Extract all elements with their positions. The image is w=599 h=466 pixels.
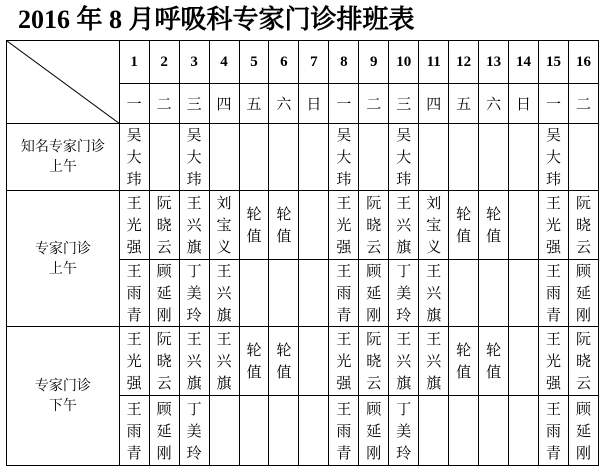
famous-am-cell (269, 124, 299, 191)
doctor-name: 丁 美 玲 (396, 262, 412, 324)
expert-pm-1-cell (389, 327, 419, 396)
doctor-name: 轮 值 (456, 205, 472, 245)
weekdays-cell: 日 (299, 84, 329, 124)
doctor-name: 王 光 强 (336, 194, 352, 256)
expert-pm-1-cell (329, 327, 359, 396)
expert-pm-2-cell (539, 396, 569, 466)
expert-pm-1-cell (299, 327, 329, 396)
day-number-row (7, 41, 599, 84)
doctor-name: 阮 晓 云 (156, 194, 172, 256)
expert-am-1-cell (509, 191, 539, 260)
corner-diagonal (7, 41, 119, 124)
expert-am-1-cell (539, 191, 569, 260)
expert-pm-2-cell (329, 396, 359, 466)
famous-am-cell (539, 124, 569, 191)
expert-pm-2-cell (209, 396, 239, 466)
weekdays-cell: 一 (119, 84, 149, 124)
expert-am-2-cell (359, 260, 389, 327)
days-cell: 5 (239, 41, 269, 84)
famous-am-cell (179, 124, 209, 191)
expert-am-2-cell (119, 260, 149, 327)
expert-pm-1-cell (359, 327, 389, 396)
days-cell: 16 (568, 41, 598, 84)
weekdays-cell: 一 (539, 84, 569, 124)
days-cell: 4 (209, 41, 239, 84)
weekdays-cell: 二 (149, 84, 179, 124)
expert-am-1-cell (329, 191, 359, 260)
weekdays-cell: 三 (179, 84, 209, 124)
schedule-table (6, 40, 599, 466)
doctor-name: 王 光 强 (546, 194, 562, 256)
expert-am-1-cell (419, 191, 449, 260)
doctor-name: 王 光 强 (126, 330, 142, 392)
expert-am-2-cell (419, 260, 449, 327)
weekdays-cell: 六 (479, 84, 509, 124)
weekdays-cell: 日 (509, 84, 539, 124)
expert-am-2-cell (149, 260, 179, 327)
expert-pm-1-cell (119, 327, 149, 396)
doctor-name: 阮 晓 云 (575, 194, 591, 256)
expert-am-2-cell (568, 260, 598, 327)
expert-pm-1-cell (269, 327, 299, 396)
expert-am-2-cell (269, 260, 299, 327)
expert-am-1-cell (449, 191, 479, 260)
doctor-name: 顾 延 刚 (366, 262, 382, 324)
expert-am-label: 专家门诊 上午 (7, 191, 120, 327)
doctor-name: 王 雨 青 (336, 262, 352, 324)
doctor-name: 轮 值 (456, 341, 472, 381)
expert-am-1-cell (359, 191, 389, 260)
doctor-name: 轮 值 (246, 205, 262, 245)
doctor-name: 顾 延 刚 (156, 399, 172, 462)
weekdays-cell: 六 (269, 84, 299, 124)
famous-am-row (7, 124, 599, 191)
expert-pm-2-cell (419, 396, 449, 466)
expert-pm-2-cell (479, 396, 509, 466)
doctor-name: 王 雨 青 (336, 399, 352, 462)
days-cell: 6 (269, 41, 299, 84)
famous-am-cell (449, 124, 479, 191)
doctor-name: 轮 值 (276, 341, 292, 381)
expert-am-row-1 (7, 191, 599, 260)
doctor-name: 王 兴 旗 (216, 262, 232, 324)
corner-cell (7, 41, 120, 124)
famous-am-label: 知名专家门诊 上午 (7, 124, 120, 191)
doctor-name: 王 光 强 (126, 194, 142, 256)
weekdays-cell: 二 (568, 84, 598, 124)
expert-pm-1-cell (149, 327, 179, 396)
expert-am-2-cell (329, 260, 359, 327)
doctor-name: 阮 晓 云 (366, 330, 382, 392)
doctor-name: 王 光 强 (546, 330, 562, 392)
doctor-name: 吴 大 玮 (546, 126, 562, 188)
expert-am-2-cell (479, 260, 509, 327)
weekdays-cell: 五 (239, 84, 269, 124)
expert-pm-1-cell (239, 327, 269, 396)
famous-am-cell (149, 124, 179, 191)
doctor-name: 王 兴 旗 (396, 194, 412, 256)
weekdays-cell: 二 (359, 84, 389, 124)
expert-am-1-cell (568, 191, 598, 260)
expert-pm-label: 专家门诊 下午 (7, 327, 120, 466)
expert-pm-2-cell (299, 396, 329, 466)
doctor-name: 王 兴 旗 (396, 330, 412, 392)
weekdays-cell: 四 (209, 84, 239, 124)
famous-am-cell (329, 124, 359, 191)
expert-am-2-cell (539, 260, 569, 327)
expert-pm-2-cell (449, 396, 479, 466)
days-cell: 15 (539, 41, 569, 84)
expert-am-1-cell (149, 191, 179, 260)
doctor-name: 吴 大 玮 (186, 126, 202, 188)
expert-pm-1-cell (479, 327, 509, 396)
doctor-name: 王 雨 青 (126, 262, 142, 324)
famous-am-cell (568, 124, 598, 191)
doctor-name: 王 兴 旗 (216, 330, 232, 392)
expert-am-1-cell (479, 191, 509, 260)
doctor-name: 刘 宝 义 (426, 194, 442, 256)
days-cell: 2 (149, 41, 179, 84)
days-cell: 14 (509, 41, 539, 84)
doctor-name: 吴 大 玮 (336, 126, 352, 188)
doctor-name: 吴 大 玮 (396, 126, 412, 188)
famous-am-cell (119, 124, 149, 191)
doctor-name: 丁 美 玲 (186, 399, 202, 462)
expert-pm-1-cell (449, 327, 479, 396)
expert-am-2-cell (449, 260, 479, 327)
expert-am-1-cell (119, 191, 149, 260)
famous-am-cell (419, 124, 449, 191)
expert-pm-1-cell (539, 327, 569, 396)
doctor-name: 刘 宝 义 (216, 194, 232, 256)
days-cell: 9 (359, 41, 389, 84)
expert-pm-1-cell (179, 327, 209, 396)
doctor-name: 王 雨 青 (546, 399, 562, 462)
doctor-name: 阮 晓 云 (156, 330, 172, 392)
doctor-name: 王 光 强 (336, 330, 352, 392)
doctor-name: 丁 美 玲 (396, 399, 412, 462)
doctor-name: 轮 值 (246, 341, 262, 381)
weekdays-cell: 一 (329, 84, 359, 124)
famous-am-cell (479, 124, 509, 191)
doctor-name: 轮 值 (276, 205, 292, 245)
doctor-name: 王 兴 旗 (186, 330, 202, 392)
doctor-name: 王 兴 旗 (426, 262, 442, 324)
doctor-name: 吴 大 玮 (126, 126, 142, 188)
expert-am-1-cell (179, 191, 209, 260)
page-title: 2016 年 8 月呼吸科专家门诊排班表 (18, 5, 415, 34)
expert-pm-2-cell (149, 396, 179, 466)
days-cell: 3 (179, 41, 209, 84)
doctor-name: 王 雨 青 (546, 262, 562, 324)
expert-am-2-cell (179, 260, 209, 327)
expert-pm-2-cell (568, 396, 598, 466)
expert-am-2-cell (299, 260, 329, 327)
expert-am-1-cell (299, 191, 329, 260)
expert-pm-1-cell (209, 327, 239, 396)
famous-am-cell (239, 124, 269, 191)
doctor-name: 轮 值 (486, 205, 502, 245)
days-cell: 7 (299, 41, 329, 84)
expert-am-2-cell (209, 260, 239, 327)
expert-pm-2-cell (239, 396, 269, 466)
famous-am-cell (299, 124, 329, 191)
weekdays-cell: 四 (419, 84, 449, 124)
expert-pm-2-cell (119, 396, 149, 466)
days-cell: 11 (419, 41, 449, 84)
doctor-name: 阮 晓 云 (366, 194, 382, 256)
weekdays-cell: 三 (389, 84, 419, 124)
days-cell: 10 (389, 41, 419, 84)
expert-pm-2-cell (359, 396, 389, 466)
doctor-name: 王 兴 旗 (186, 194, 202, 256)
expert-pm-row-1 (7, 327, 599, 396)
days-cell: 13 (479, 41, 509, 84)
doctor-name: 丁 美 玲 (186, 262, 202, 324)
weekdays-cell: 五 (449, 84, 479, 124)
doctor-name: 轮 值 (486, 341, 502, 381)
famous-am-cell (209, 124, 239, 191)
expert-am-2-cell (509, 260, 539, 327)
doctor-name: 顾 延 刚 (366, 399, 382, 462)
days-cell: 8 (329, 41, 359, 84)
expert-am-1-cell (239, 191, 269, 260)
expert-pm-1-cell (419, 327, 449, 396)
expert-pm-2-cell (179, 396, 209, 466)
famous-am-cell (359, 124, 389, 191)
expert-pm-1-cell (568, 327, 598, 396)
expert-am-1-cell (389, 191, 419, 260)
days-cell: 1 (119, 41, 149, 84)
expert-am-2-cell (389, 260, 419, 327)
expert-pm-1-cell (509, 327, 539, 396)
doctor-name: 阮 晓 云 (575, 330, 591, 392)
expert-pm-2-cell (389, 396, 419, 466)
expert-pm-2-cell (269, 396, 299, 466)
expert-am-2-cell (239, 260, 269, 327)
doctor-name: 王 雨 青 (126, 399, 142, 462)
doctor-name: 顾 延 刚 (575, 399, 591, 462)
days-cell: 12 (449, 41, 479, 84)
expert-pm-2-cell (509, 396, 539, 466)
famous-am-cell (389, 124, 419, 191)
expert-am-1-cell (269, 191, 299, 260)
doctor-name: 顾 延 刚 (575, 262, 591, 324)
doctor-name: 王 兴 旗 (426, 330, 442, 392)
expert-am-1-cell (209, 191, 239, 260)
famous-am-cell (509, 124, 539, 191)
doctor-name: 顾 延 刚 (156, 262, 172, 324)
